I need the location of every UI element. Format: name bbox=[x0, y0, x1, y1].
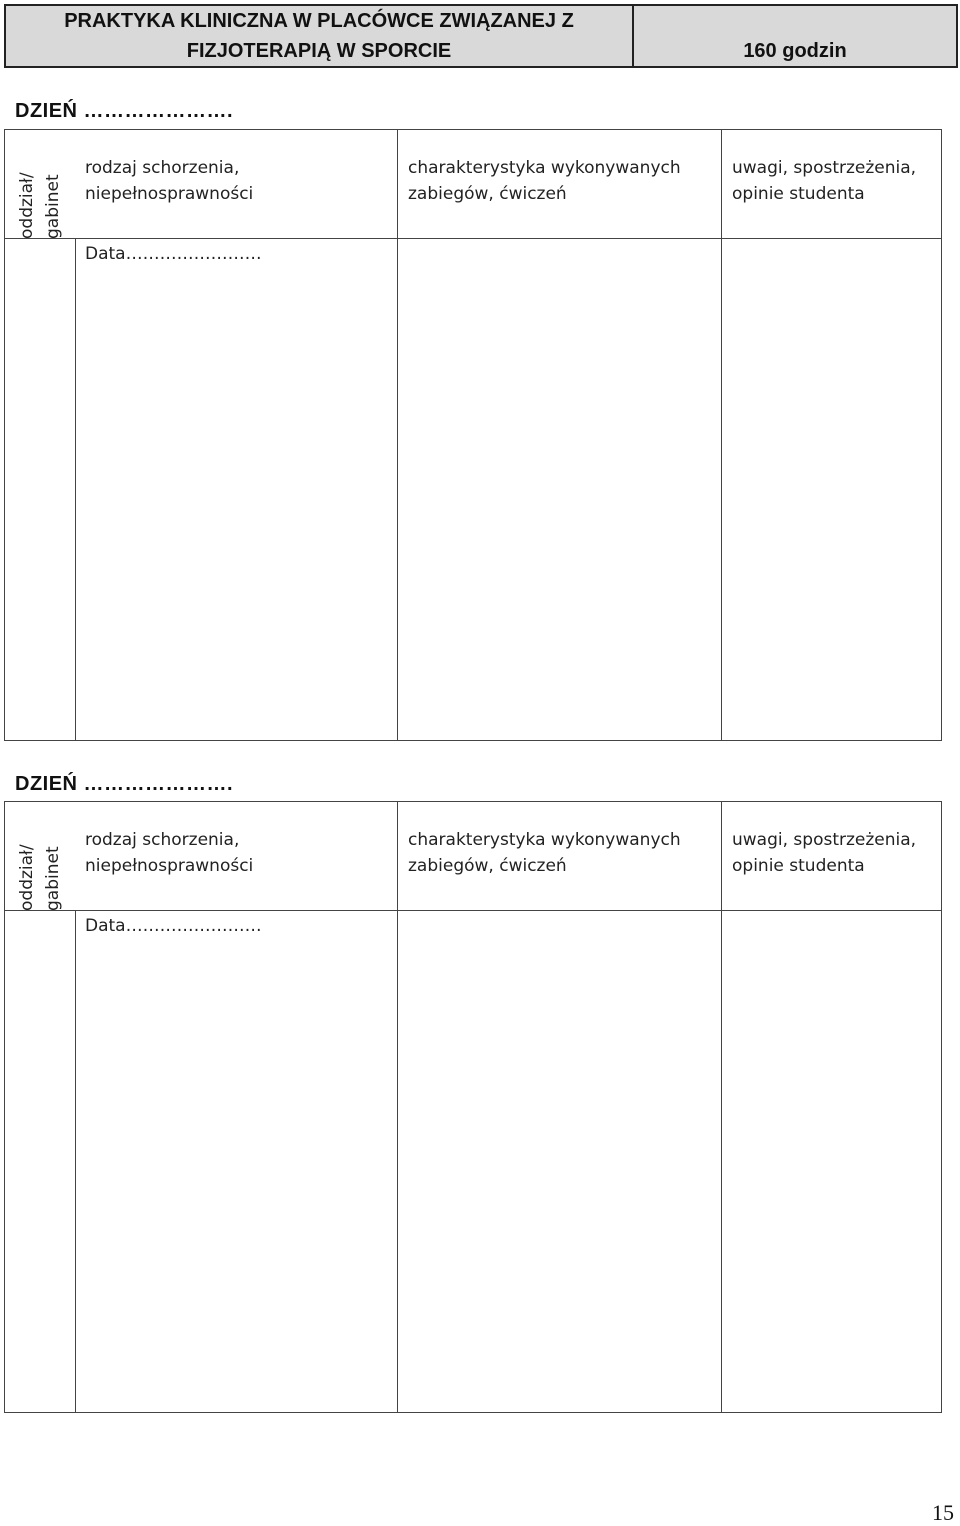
day-section-2 bbox=[4, 801, 942, 1413]
remarks-header-line1: uwagi, spostrzeżenia, bbox=[732, 158, 917, 178]
hours-value: 160 godzin bbox=[743, 40, 847, 62]
remarks-input-cell[interactable] bbox=[721, 238, 942, 741]
header-title-line2: FIZJOTERAPIĄ W SPORCIE bbox=[186, 40, 452, 62]
page-number: 15 bbox=[932, 1500, 954, 1525]
treatment-header-cell bbox=[397, 129, 722, 239]
remarks-header-cell bbox=[721, 129, 942, 239]
condition-input-cell[interactable] bbox=[75, 910, 398, 1413]
condition-header-cell bbox=[75, 129, 398, 239]
remarks-header-cell bbox=[721, 801, 942, 911]
remarks-header-line1: uwagi, spostrzeżenia, bbox=[732, 830, 917, 850]
department-label bbox=[14, 801, 66, 911]
department-input-cell[interactable] bbox=[4, 238, 76, 741]
remarks-header-line2: opinie studenta bbox=[732, 184, 865, 204]
department-label-line1: oddział/ bbox=[17, 172, 37, 239]
treatment-header-line2: zabiegów, ćwiczeń bbox=[408, 184, 567, 204]
remarks-header-line2: opinie studenta bbox=[732, 856, 865, 876]
date-label[interactable]: Data…………………… bbox=[85, 244, 262, 264]
treatment-header-line1: charakterystyka wykonywanych bbox=[408, 158, 681, 178]
treatment-header-line1: charakterystyka wykonywanych bbox=[408, 830, 681, 850]
department-header-cell bbox=[4, 801, 75, 911]
department-input-cell[interactable] bbox=[4, 910, 76, 1413]
date-label[interactable]: Data…………………… bbox=[85, 916, 262, 936]
treatment-input-cell[interactable] bbox=[397, 910, 722, 1413]
day-label-1[interactable]: DZIEŃ …………………. bbox=[15, 100, 234, 122]
treatment-header-line2: zabiegów, ćwiczeń bbox=[408, 856, 567, 876]
department-label-line1: oddział/ bbox=[17, 844, 37, 911]
condition-input-cell[interactable] bbox=[75, 238, 398, 741]
department-header-cell bbox=[4, 129, 75, 239]
department-label bbox=[14, 129, 66, 239]
department-label-line2: gabinet bbox=[43, 846, 63, 911]
day-label-2[interactable]: DZIEŃ …………………. bbox=[15, 773, 234, 795]
day-section-1 bbox=[4, 129, 942, 741]
condition-header-line1: rodzaj schorzenia, bbox=[85, 158, 240, 178]
condition-header-cell bbox=[75, 801, 398, 911]
header-title bbox=[6, 6, 634, 66]
department-label-line2: gabinet bbox=[43, 174, 63, 239]
header-table bbox=[4, 4, 958, 68]
condition-header-line2: niepełnosprawności bbox=[85, 856, 254, 876]
condition-header-line1: rodzaj schorzenia, bbox=[85, 830, 240, 850]
header-hours bbox=[634, 6, 956, 66]
treatment-header-cell bbox=[397, 801, 722, 911]
remarks-input-cell[interactable] bbox=[721, 910, 942, 1413]
treatment-input-cell[interactable] bbox=[397, 238, 722, 741]
header-title-line1: PRAKTYKA KLINICZNA W PLACÓWCE ZWIĄZANEJ Z bbox=[64, 10, 574, 32]
condition-header-line2: niepełnosprawności bbox=[85, 184, 254, 204]
